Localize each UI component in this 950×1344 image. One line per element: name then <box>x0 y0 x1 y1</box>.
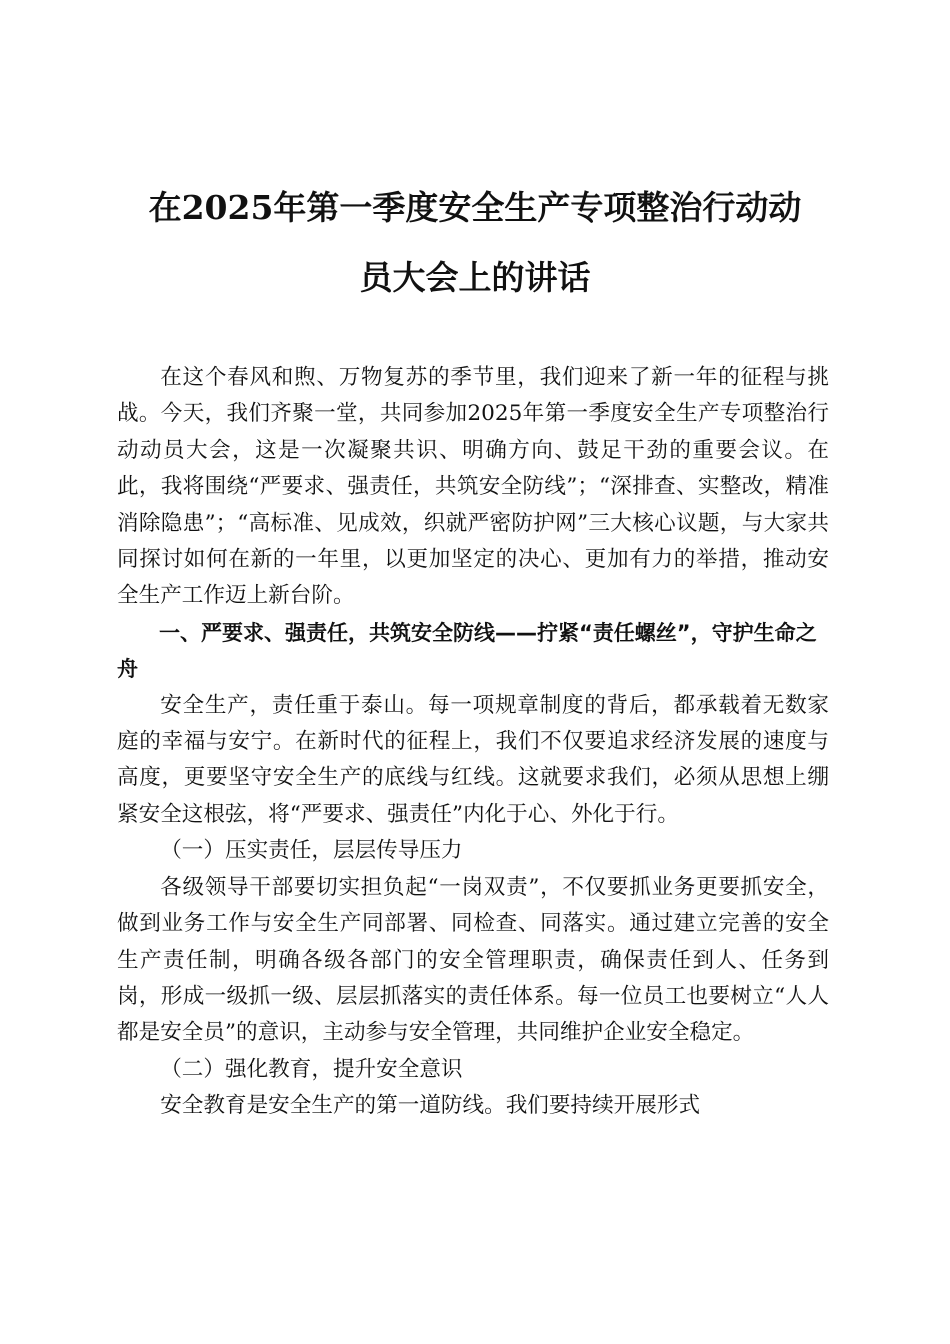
section-1-paragraph: 安全生产，责任重于泰山。每一项规章制度的背后，都承载着无数家庭的幸福与安宁。在新时代的征程上，我们不仅要追求经济发展的速度与高度，更要坚守安全生产的底线与红线。这就要求我们，必须从思想上绷紧安全这根弦，将“严要求、强责任”内化于心、外化于行。 <box>117 692 829 827</box>
document-title <box>120 186 830 326</box>
document-body <box>117 360 829 1125</box>
intro-paragraph: 在这个春风和煦、万物复苏的季节里，我们迎来了新一年的征程与挑战。今天，我们齐聚一堂，共同参加2025年第一季度安全生产专项整治行动动员大会，这是一次凝聚共识、明确方向、鼓足干劲的重要会议。在此，我将围绕“严要求、强责任，共筑安全防线”；“深排查、实整改，精准消除隐患”；“高标准、见成效，织就严密防护网”三大核心议题，与大家共同探讨如何在新的一年里，以更加坚定的决心、更加有力的举措，推动安全生产工作迈上新台阶。 <box>117 365 829 609</box>
subsection-heading-1: （一）压实责任，层层传导压力 <box>160 838 463 864</box>
title-line-1: 在2025年第一季度安全生产专项整治行动动 <box>148 188 802 227</box>
subsection-heading-2: （二）强化教育，提升安全意识 <box>160 1056 463 1082</box>
subsection-1-paragraph: 各级领导干部要切实担负起“一岗双责”，不仅要抓业务更要抓安全，做到业务工作与安全生产同部署、同检查、同落实。通过建立完善的安全生产责任制，明确各级各部门的安全管理职责，确保责任到人、任务到岗，形成一级抓一级、层层抓落实的责任体系。每一位员工也要树立“人人都是安全员”的意识，主动参与安全管理，共同维护企业安全稳定。 <box>117 874 829 1046</box>
title-line-2: 员大会上的讲话 <box>359 258 591 297</box>
subsection-2-paragraph: 安全教育是安全生产的第一道防线。我们要持续开展形式 <box>160 1093 701 1119</box>
section-heading-1: 一、严要求、强责任，共筑安全防线——拧紧“责任螺丝”，守护生命之舟 <box>117 620 817 682</box>
